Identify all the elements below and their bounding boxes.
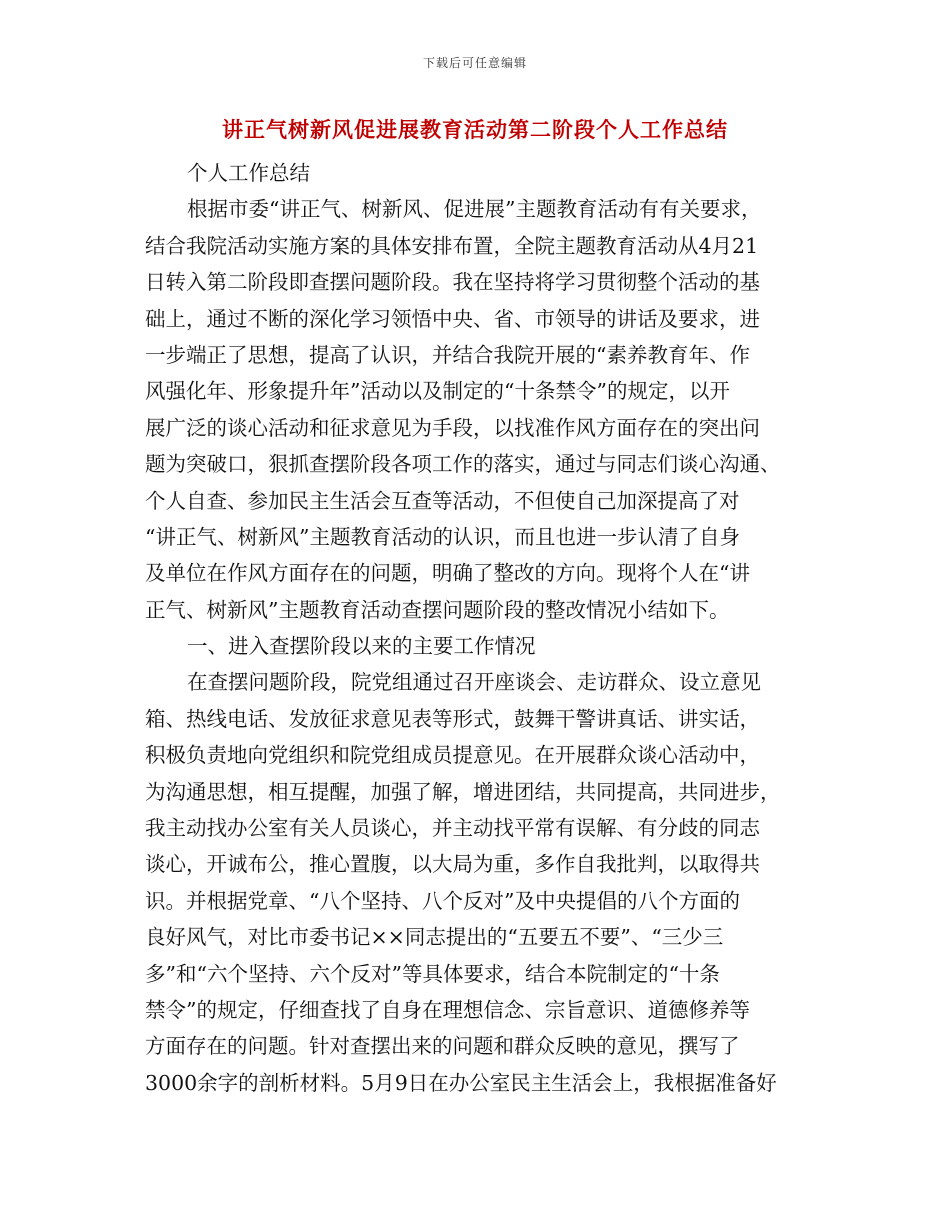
paragraph-line: 我主动找办公室有关人员谈心，并主动找平常有误解、有分歧的同志 xyxy=(145,816,760,841)
paragraph-line: 个人自查、参加民主生活会互查等活动，不但使自己加深提高了对 xyxy=(145,488,740,513)
paragraph-line: 积极负责地向党组织和院党组成员提意见。在开展群众谈心活动中， xyxy=(145,743,760,768)
paragraph-line: 结合我院活动实施方案的具体安排布置，全院主题教育活动从4月21 xyxy=(145,233,759,258)
paragraph-line: 础上，通过不断的深化学习领悟中央、省、市领导的讲话及要求，进 xyxy=(145,306,760,331)
paragraph-line: 日转入第二阶段即查摆问题阶段。我在坚持将学习贯彻整个活动的基 xyxy=(145,270,760,295)
paragraph-line: 3000余字的剖析材料。5月9日在办公室民主生活会上，我根据准备好 xyxy=(145,1070,777,1095)
paragraph-line: 题为突破口，狠抓查摆阶段各项工作的落实，通过与同志们谈心沟通、 xyxy=(145,452,781,477)
paragraph-line: 风强化年、形象提升年”活动以及制定的“十条禁令”的规定，以开 xyxy=(145,379,730,404)
paragraph-line: 箱、热线电话、发放征求意见表等形式，鼓舞干警讲真话、讲实话， xyxy=(145,706,760,731)
paragraph-line: 展广泛的谈心活动和征求意见为手段，以找准作风方面存在的突出问 xyxy=(145,415,760,440)
paragraph-line: 识。并根据党章、“八个坚持、八个反对”及中央提倡的八个方面的 xyxy=(145,888,740,913)
paragraph-line: 多”和“六个坚持、六个反对”等具体要求，结合本院制定的“十条 xyxy=(145,961,720,986)
document-body xyxy=(145,155,805,1101)
paragraph-line: 及单位在作风方面存在的问题，明确了整改的方向。现将个人在“讲 xyxy=(145,561,750,586)
paragraph-line: 为沟通思想，相互提醒，加强了解，增进团结，共同提高，共同进步， xyxy=(145,779,781,804)
paragraph-line: 一步端正了思想，提高了认识，并结合我院开展的“素养教育年、作 xyxy=(145,342,750,367)
paragraph-line: 一、进入查摆阶段以来的主要工作情况 xyxy=(187,634,536,659)
document-title: 讲正气树新风促进展教育活动第二阶段个人工作总结 xyxy=(222,117,728,142)
paragraph-line: “讲正气、树新风”主题教育活动的认识，而且也进一步认清了自身 xyxy=(145,524,740,549)
paragraph-line: 根据市委“讲正气、树新风、促进展”主题教育活动有有关要求， xyxy=(187,197,762,222)
paragraph-line: 谈心，开诚布公，推心置腹，以大局为重，多作自我批判，以取得共 xyxy=(145,852,760,877)
paragraph-line: 在查摆问题阶段，院党组通过召开座谈会、走访群众、设立意见 xyxy=(187,670,761,695)
paragraph-line: 良好风气，对比市委书记××同志提出的“五要五不要”、“三少三 xyxy=(145,925,724,950)
paragraph-line: 正气、树新风”主题教育活动查摆问题阶段的整改情况小结如下。 xyxy=(145,597,730,622)
paragraph-line: 个人工作总结 xyxy=(187,161,310,185)
paragraph-line: 禁令”的规定，仔细查找了自身在理想信念、宗旨意识、道德修养等 xyxy=(145,997,750,1022)
page-header: 下载后可任意编辑 xyxy=(422,56,527,70)
paragraph-line: 方面存在的问题。针对查摆出来的问题和群众反映的意见，撰写了 xyxy=(145,1034,740,1059)
